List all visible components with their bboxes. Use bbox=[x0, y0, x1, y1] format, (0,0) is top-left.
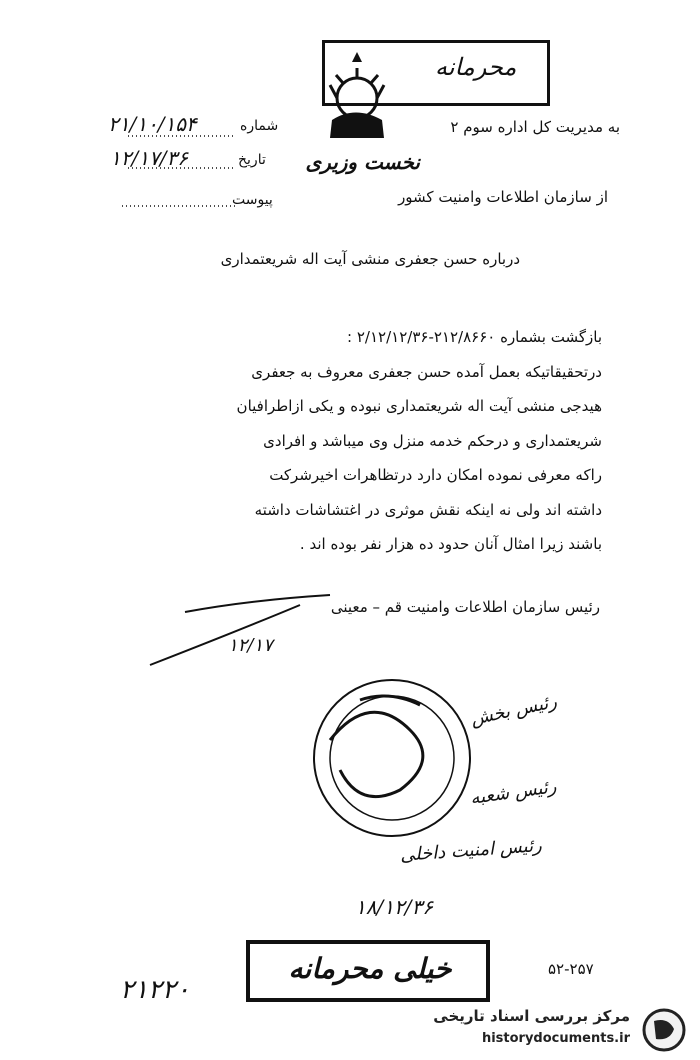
handwritten-date: ۱۸/۱۲/۳۶ bbox=[355, 895, 433, 919]
body-line: راکه معرفی نموده امکان دارد درتظاهرات اخیرشرکت bbox=[269, 466, 602, 484]
document-code: ۵۲-۲۵۷ bbox=[548, 960, 594, 978]
watermark-title: مرکز بررسی اسناد تاریخی bbox=[433, 1007, 630, 1025]
body-line: داشته اند ولی نه اینکه نقش موثری در اغتشاشات داشته bbox=[254, 500, 602, 519]
number-label: شماره bbox=[240, 118, 279, 134]
body-line: هیدجی منشی آیت اله شریعتمداری نبوده و یکی ازاطرافیان bbox=[236, 397, 602, 415]
body-line: باشند زیرا امثال آنان حدود ده هزار نفر بوده اند . bbox=[299, 535, 602, 553]
handwritten-note-1: رئیس بخش bbox=[468, 691, 559, 730]
body-line: شریعتمداری و درحکم خدمه منزل وی میباشد و افرادی bbox=[263, 431, 602, 450]
watermark bbox=[430, 1005, 692, 1055]
bottom-stamp-text: خیلی محرمانه bbox=[288, 952, 452, 985]
watermark-logo-icon bbox=[640, 1007, 692, 1053]
body-line: درتحقیقاتیکه بعمل آمده حسن جعفری معروف به جعفری bbox=[251, 362, 602, 381]
handwritten-note-3: رئیس امنیت داخلی bbox=[399, 835, 543, 866]
to-line: به مدیریت کل اداره سوم ۲ bbox=[450, 118, 620, 136]
handwritten-note-2: رئیس شعبه bbox=[468, 776, 558, 809]
hand-number: ۲۱۲۲۰ bbox=[120, 975, 190, 1005]
number-value: ۲۱/۱۰/۱۵۴ bbox=[108, 112, 197, 136]
signature-date: ۱۲/۱۷ bbox=[228, 635, 273, 656]
signature-line: رئیس سازمان اطلاعات وامنیت قم – معینی bbox=[330, 598, 600, 616]
top-stamp-text: محرمانه bbox=[435, 53, 517, 81]
ministry-title: نخست وزیری bbox=[305, 150, 420, 174]
from-line: از سازمان اطلاعات وامنیت کشور bbox=[398, 188, 608, 206]
round-stamp bbox=[314, 680, 470, 836]
lion-sun-emblem bbox=[330, 52, 384, 138]
watermark-url: historydocuments.ir bbox=[481, 1031, 630, 1046]
body-text bbox=[100, 320, 602, 562]
subject-line: درباره حسن جعفری منشی آیت اله شریعتمداری bbox=[220, 250, 520, 268]
date-label: تاریخ bbox=[238, 152, 266, 168]
attachment-label: پیوست bbox=[232, 192, 273, 208]
date-value: ۱۲/۱۷/۳۶ bbox=[110, 146, 188, 170]
body-line: بازگشت بشماره ۲۱۲/۸۶۶۰-۲/۱۲/۱۲/۳۶ : bbox=[347, 328, 602, 346]
